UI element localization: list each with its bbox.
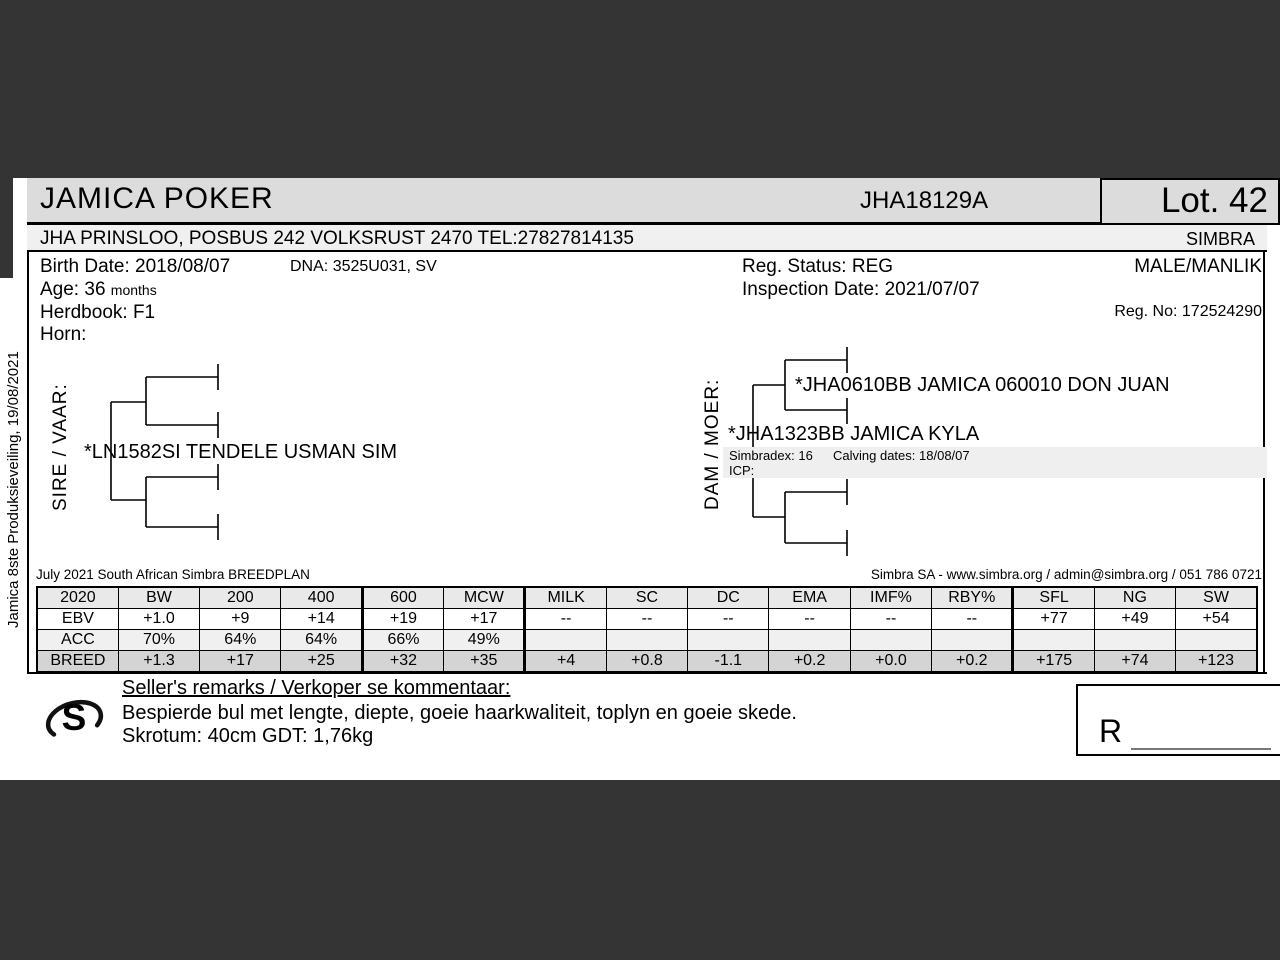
breedplan-col-header: IMF% xyxy=(850,587,931,609)
breedplan-cell: 64% xyxy=(281,630,362,651)
breedplan-cell: +0.8 xyxy=(606,651,687,673)
breedplan-table xyxy=(36,586,1258,673)
breedplan-row-label: EBV xyxy=(37,609,118,630)
breedplan-cell: 64% xyxy=(200,630,281,651)
birth-date-line xyxy=(40,256,230,278)
breedplan-col-header: MILK xyxy=(525,587,606,609)
breedplan-col-header: RBY% xyxy=(932,587,1013,609)
age-line xyxy=(40,279,157,301)
reg-no-label: Reg. No: xyxy=(1114,303,1178,320)
breedplan-col-header: 400 xyxy=(281,587,362,609)
sire-section-label: SIRE / VAAR: xyxy=(50,383,71,511)
breedplan-cell xyxy=(769,630,850,651)
breedplan-cell: +32 xyxy=(362,651,443,673)
seller-logo-letter: S xyxy=(61,697,87,738)
breedplan-col-header: 200 xyxy=(200,587,281,609)
frame-left-strip xyxy=(0,178,13,278)
remarks-line-2: Skrotum: 40cm GDT: 1,76kg xyxy=(122,725,374,747)
dna-line xyxy=(290,258,437,276)
calving-line xyxy=(833,448,970,463)
breedplan-cell: +19 xyxy=(362,609,443,630)
breedplan-cell: -- xyxy=(606,609,687,630)
lot-number: Lot. 42 xyxy=(1160,181,1268,220)
breedplan-cell xyxy=(688,630,769,651)
breedplan-col-header: MCW xyxy=(444,587,525,609)
inspection-line xyxy=(742,279,980,301)
breedplan-col-header: SFL xyxy=(1013,587,1094,609)
price-blank-line xyxy=(1131,748,1271,750)
breedplan-col-header: BW xyxy=(118,587,199,609)
herdbook-line xyxy=(40,302,155,324)
breedplan-cell: +17 xyxy=(444,609,525,630)
breedplan-col-header: 600 xyxy=(362,587,443,609)
breedplan-cell xyxy=(1176,630,1257,651)
remarks-title: Seller's remarks / Verkoper se kommentaar: xyxy=(122,677,511,699)
breedplan-cell: 70% xyxy=(118,630,199,651)
breedplan-cell: -- xyxy=(769,609,850,630)
dam-section-label: DAM / MOER: xyxy=(702,378,723,510)
breeder-contact: JHA PRINSLOO, POSBUS 242 VOLKSRUST 2470 TEL:27827814135 xyxy=(40,228,634,249)
inspection-label: Inspection Date: xyxy=(742,279,880,300)
breedplan-col-header: SW xyxy=(1176,587,1257,609)
breedplan-cell: +54 xyxy=(1176,609,1257,630)
breedplan-cell: +0.2 xyxy=(932,651,1013,673)
animal-name: JAMICA POKER xyxy=(40,182,274,215)
reg-status-line xyxy=(742,256,893,278)
breedplan-col-header: EMA xyxy=(769,587,850,609)
breedplan-col-header: SC xyxy=(606,587,687,609)
dna-label: DNA: xyxy=(290,258,329,275)
breedplan-cell: +35 xyxy=(444,651,525,673)
currency-symbol: R xyxy=(1099,713,1123,749)
reg-no-line xyxy=(1114,303,1262,321)
breedplan-row-label: ACC xyxy=(37,630,118,651)
simbradex-line xyxy=(729,448,813,463)
calving-label: Calving dates: xyxy=(833,448,916,463)
breedplan-cell xyxy=(1094,630,1175,651)
sire-name: *LN1582SI TENDELE USMAN SIM xyxy=(84,441,398,463)
price-box xyxy=(1076,684,1280,756)
breedplan-cell: +0.2 xyxy=(769,651,850,673)
breedplan-cell: +74 xyxy=(1094,651,1175,673)
herdbook-value: F1 xyxy=(132,302,156,323)
remarks-line-1: Bespierde bul met lengte, diepte, goeie haarkwaliteit, toplyn en goeie skede. xyxy=(122,702,797,724)
breedplan-contact: Simbra SA - www.simbra.org / admin@simbra.org / 051 786 0721 xyxy=(870,567,1262,582)
title-band xyxy=(27,178,1267,225)
breedplan-cell: +4 xyxy=(525,651,606,673)
breedplan-cell xyxy=(932,630,1013,651)
breedplan-row-label: BREED xyxy=(37,651,118,673)
breedplan-cell: +77 xyxy=(1013,609,1094,630)
breedplan-cell: +25 xyxy=(281,651,362,673)
breedplan-year-header: 2020 xyxy=(37,587,118,609)
dam-stats-band xyxy=(723,447,1267,478)
dam-name: *JHA1323BB JAMICA KYLA xyxy=(728,423,980,445)
sex-label: MALE/MANLIK xyxy=(1134,256,1262,277)
breeder-band xyxy=(27,225,1267,252)
breedplan-cell: +17 xyxy=(200,651,281,673)
dam-sire-name: *JHA0610BB JAMICA 060010 DON JUAN xyxy=(795,374,1170,396)
breedplan-cell: 49% xyxy=(444,630,525,651)
breedplan-cell: -- xyxy=(932,609,1013,630)
breedplan-cell xyxy=(606,630,687,651)
reg-status-label: Reg. Status: xyxy=(742,256,847,277)
birth-date-label: Birth Date: xyxy=(40,256,130,277)
breedplan-cell: +1.0 xyxy=(118,609,199,630)
breedplan-col-header: DC xyxy=(688,587,769,609)
calving-value: 18/08/07 xyxy=(919,448,970,463)
sale-event-label: Jamica 8ste Produksieveiling, 19/08/2021 xyxy=(5,351,22,628)
lot-number-box xyxy=(1100,178,1280,225)
reg-status-value: REG xyxy=(851,256,894,277)
breedplan-cell: 66% xyxy=(362,630,443,651)
herdbook-label: Herdbook: xyxy=(40,302,128,323)
breedplan-cell xyxy=(850,630,931,651)
reg-no-value: 172524290 xyxy=(1181,303,1262,320)
birth-date-value: 2018/08/07 xyxy=(135,256,231,277)
breedplan-cell: -- xyxy=(850,609,931,630)
breed-name: SIMBRA xyxy=(1185,229,1255,249)
breedplan-cell xyxy=(1013,630,1094,651)
simbradex-label: Simbradex: xyxy=(729,448,795,463)
breedplan-cell: +14 xyxy=(281,609,362,630)
breedplan-cell: +1.3 xyxy=(118,651,199,673)
breedplan-cell: +175 xyxy=(1013,651,1094,673)
breedplan-cell: -- xyxy=(525,609,606,630)
dna-value: 3525U031, SV xyxy=(332,258,437,275)
breedplan-cell: +9 xyxy=(200,609,281,630)
age-value: 36 xyxy=(84,279,106,300)
inspection-value: 2021/07/07 xyxy=(884,279,980,300)
breedplan-cell: -1.1 xyxy=(688,651,769,673)
breedplan-col-header: NG xyxy=(1094,587,1175,609)
breedplan-cell: -- xyxy=(688,609,769,630)
breedplan-cell: +0.0 xyxy=(850,651,931,673)
breedplan-cell: +123 xyxy=(1176,651,1257,673)
breedplan-title: July 2021 South African Simbra BREEDPLAN xyxy=(36,567,310,582)
age-unit: months xyxy=(110,282,157,298)
animal-id: JHA18129A xyxy=(860,187,989,214)
breedplan-cell: +49 xyxy=(1094,609,1175,630)
icp-label: ICP: xyxy=(729,463,755,478)
age-label: Age: xyxy=(40,279,80,300)
seller-s-logo-icon xyxy=(38,688,112,746)
breedplan-cell xyxy=(525,630,606,651)
simbradex-value: 16 xyxy=(798,448,813,463)
horn-line: Horn: xyxy=(40,324,87,345)
